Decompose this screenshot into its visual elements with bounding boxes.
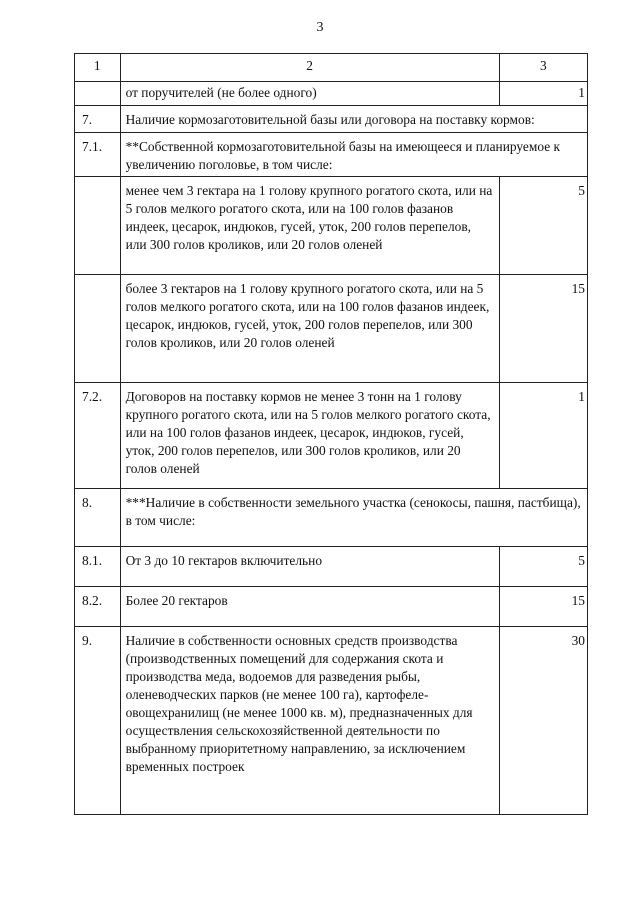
row-number: 8.2. [75,587,121,627]
table-row [75,82,588,106]
table-header-row [75,54,588,82]
row-number [75,275,121,383]
row-number: 8.1. [75,547,121,587]
header-col-2: 2 [120,54,499,82]
header-col-1: 1 [75,54,121,82]
row-number [75,82,121,106]
row-number: 8. [75,489,121,547]
row-number: 7. [75,106,121,133]
page-number: 3 [316,20,324,35]
row-number: 7.1. [75,133,121,177]
row-text: Более 20 гектаров [120,587,499,627]
row-text: более 3 гектаров на 1 голову крупного рогатого скота, или на 5 голов мелкого рогатого скота, или на 100 голов фазанов индеек, цесарок, индюков, гусей, уток, 200 голов перепелов, или 300 голов кроликов, или 20 голов оленей [120,275,499,383]
row-text: ***Наличие в собственности земельного участка (сенокосы, пашня, пастбища), в том числе: [120,489,587,547]
row-number: 7.2. [75,383,121,489]
row-score: 5 [499,177,587,275]
row-score: 5 [499,547,587,587]
table-row [75,547,588,587]
criteria-table [74,53,588,815]
row-text: Наличие кормозаготовительной базы или договора на поставку кормов: [120,106,587,133]
row-score: 1 [499,383,587,489]
row-text: Договоров на поставку кормов не менее 3 тонн на 1 голову крупного рогатого скота, или на 5 голов мелкого рогатого скота, или на 100 голов фазанов индеек, цесарок, индюков, гусей, уток, 200 голов перепелов, или 300 голов кроликов, или 20 голов оленей [120,383,499,489]
row-number: 9. [75,627,121,815]
table-row [75,275,588,383]
row-text: От 3 до 10 гектаров включительно [120,547,499,587]
row-score: 15 [499,275,587,383]
row-score: 1 [499,82,587,106]
table-row [75,106,588,133]
row-number [75,177,121,275]
header-col-3: 3 [499,54,587,82]
table-row [75,627,588,815]
row-score: 30 [499,627,587,815]
table-row [75,133,588,177]
row-text: **Собственной кормозаготовительной базы на имеющееся и планируемое к увеличению поголовье, в том числе: [120,133,587,177]
row-text: от поручителей (не более одного) [120,82,499,106]
row-text: менее чем 3 гектара на 1 голову крупного рогатого скота, или на 5 голов мелкого рогатого скота, или на 100 голов фазанов индеек, цесарок, индюков, гусей, уток, 200 голов перепелов, или 300 голов кроликов, или 20 голов оленей [120,177,499,275]
table-row [75,489,588,547]
table-row [75,587,588,627]
row-text: Наличие в собственности основных средств производства (производственных помещений для содержания скота и производства меда, водоемов для разведения рыбы, оленеводческих парков (не менее 100 га), картофеле-овощехранилищ (не менее 1000 кв. м), предназначенных для осуществления сельскохозяйственной деятельности по выбранному приоритетному направлению, за исключением временных построек [120,627,499,815]
table-row [75,177,588,275]
row-score: 15 [499,587,587,627]
table-row [75,383,588,489]
